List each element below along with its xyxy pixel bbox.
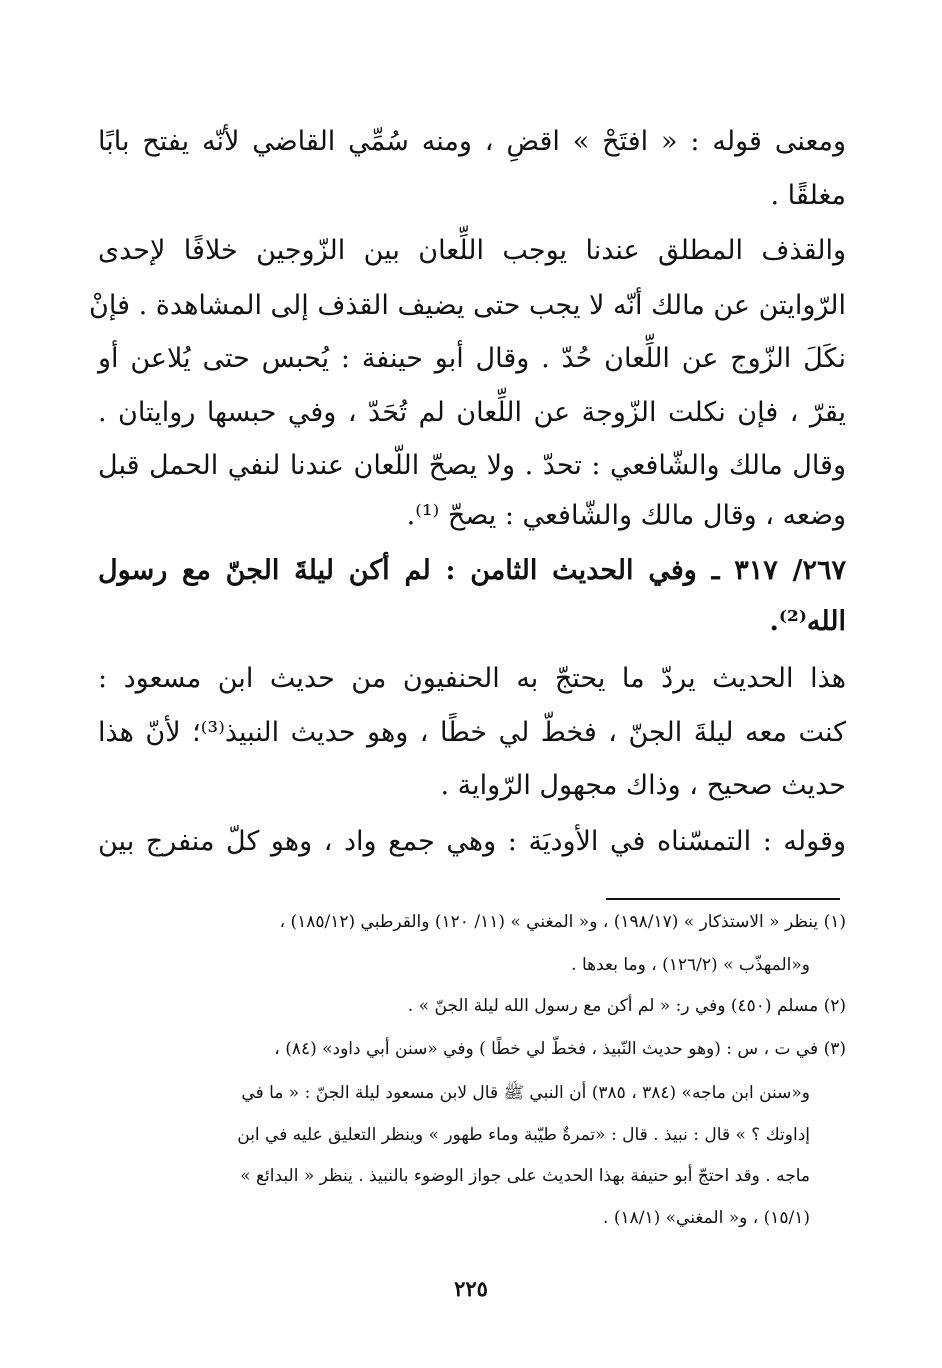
footnote-3-continued: و«سنن ابن ماجه» (٣٨٤ ، ٣٨٥) أن النبي ﷺ قال لابن مسعود ليلة الجنّ : « ما في <box>241 1083 810 1103</box>
body-text-line: كنت معه ليلةَ الجنّ ، فخطّ لي خطًا ، وهو حديث النبيذ⁽³⁾؛ لأنّ هذا <box>98 717 846 748</box>
footnote-separator <box>606 898 840 900</box>
body-text-line: هذا الحديث يردّ ما يحتجّ به الحنفيون من حديث ابن مسعود : <box>98 663 846 694</box>
hadith-heading-continued: الله⁽²⁾. <box>769 606 846 637</box>
body-text-line: الرّوايتن عن مالك أنّه لا يجب حتى يضيف القذف إلى المشاهدة . فإنْ <box>89 290 846 321</box>
footnote-3-continued: ماجه . وقد احتجّ أبو حنيفة بهذا الحديث على جواز الوضوء بالنبيذ . ينظر « البدائع » <box>240 1166 810 1186</box>
footnote-3: (٣) في ت ، س : (وهو حديث النّبيذ ، فخطّ لي خطًا ) وفي «سنن أبي داود» (٨٤) ، <box>274 1039 846 1059</box>
body-text-line: وقوله : التمسّناه في الأوديَة : وهي جمع واد ، وهو كلّ منفرج بين <box>98 826 846 857</box>
body-text-line: حديث صحيح ، وذاك مجهول الرّواية . <box>440 770 846 801</box>
footnote-1-continued: و«المهذّب » (١٢٦/٢) ، وما بعدها . <box>571 955 810 975</box>
body-text-line: نكَلَ الزّوج عن اللِّعان حُدّ . وقال أبو حينفة : يُحبس حتى يُلاعن أو <box>98 343 846 374</box>
footnote-3-continued: إداوتك ؟ » قال : نبيذ . قال : «تمرةٌ طيّبة وماء طهور » وينظر التعليق عليه في ابن <box>237 1125 810 1145</box>
body-text-line: وضعه ، وقال مالك والشّافعي : يصحّ ⁽¹⁾. <box>406 500 846 531</box>
footnote-3-continued: (١٥/١) ، و« المغني» (١٨/١) . <box>603 1208 810 1228</box>
body-text-line: والقذف المطلق عندنا يوجب اللِّعان بين الزّوجين خلافًا لإحدى <box>98 235 846 266</box>
body-text-line: وقال مالك والشّافعي : تحدّ . ولا يصحّ اللّعان عندنا لنفي الحمل قبل <box>98 450 846 481</box>
body-text-line: ومعنى قوله : « افتَحْ » اقضِ ، ومنه سُمِّي القاضي لأنّه يفتح بابًا <box>98 126 846 157</box>
footnote-2: (٢) مسلم (٤٥٠) وفي ر: « لم أكن مع رسول الله ليلة الجنّ » . <box>407 996 846 1016</box>
body-text-line: يقرّ ، فإن نكلت الزّوجة عن اللِّعان لم تُحَدّ ، وفي حبسها روايتان . <box>98 397 846 428</box>
body-text-line: مغلقًا . <box>770 180 846 211</box>
footnote-1: (١) ينظر « الاستذكار » (١٩٨/١٧) ، و« المغني » (١١/ ١٢٠) والقرطبي (١٨٥/١٢) ، <box>279 912 846 932</box>
page-number: ٢٢٥ <box>454 1276 488 1301</box>
hadith-heading: ٢٦٧/ ٣١٧ ـ وفي الحديث الثامن : لم أكن ليلةَ الجنّ مع رسول <box>98 555 846 586</box>
